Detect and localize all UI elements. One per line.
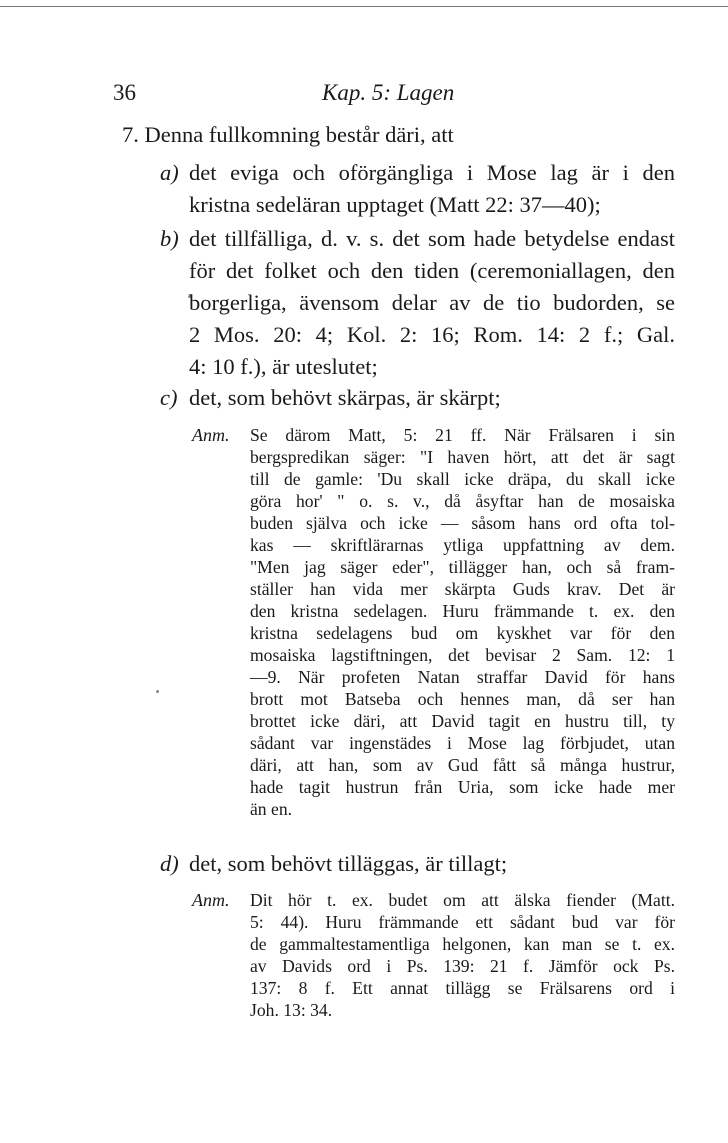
item-c-text: det, som behövt skärpas, är skärpt; <box>189 385 501 410</box>
note-c-line: göra hor' " o. s. v., då åsyftar han de mosaiska <box>250 491 675 511</box>
item-b-label: b) <box>160 226 179 251</box>
running-title: Kap. 5: Lagen <box>322 80 455 105</box>
item-d-label: d) <box>160 851 179 876</box>
section-intro: 7. Denna fullkomning består däri, att <box>122 122 454 147</box>
note-c-line: däri, att han, som av Gud fått så många hustrur, <box>250 755 675 775</box>
note-d-line: 137: 8 f. Ett annat tillägg se Frälsarens ord i <box>250 978 675 998</box>
item-b-line: för det folket och den tiden (ceremoniallagen, den <box>189 258 675 283</box>
note-c-line: mosaiska lagstiftningen, det bevisar 2 Sam. 12: 1 <box>250 645 675 665</box>
item-a-line: kristna sedeläran upptaget (Matt 22: 37—40); <box>189 192 601 217</box>
item-c-label: c) <box>160 385 178 410</box>
item-a-line: det eviga och oförgängliga i Mose lag är i den <box>189 160 675 185</box>
scan-speck <box>156 690 159 693</box>
note-c-line: till de gamle: 'Du skall icke dräpa, du skall icke <box>250 469 675 489</box>
note-c-line: kas — skriftlärarnas ytliga uppfattning av dem. <box>250 535 675 555</box>
note-d-label: Anm. <box>192 890 230 910</box>
note-d-line: Joh. 13: 34. <box>250 1000 333 1020</box>
note-c-line: sådant var ingenstädes i Mose lag förbjudet, utan <box>250 733 675 753</box>
note-c-line: "Men jag säger eder", tillägger han, och så fram- <box>250 557 675 577</box>
note-d-line: av Davids ord i Ps. 139: 21 f. Jämför ock Ps. <box>250 956 675 976</box>
item-b-line: borgerliga, ävensom delar av de tio budorden, se <box>189 290 675 315</box>
note-c-line: än en. <box>250 799 293 819</box>
note-c-line: kristna sedelagens bud om kyskhet var för den <box>250 623 675 643</box>
note-d-line: de gammaltestamentliga helgonen, kan man se t. ex. <box>250 934 675 954</box>
item-b-line: 2 Mos. 20: 4; Kol. 2: 16; Rom. 14: 2 f.; Gal. <box>189 322 675 347</box>
item-d-text: det, som behövt tilläggas, är tillagt; <box>189 851 508 876</box>
item-a-label: a) <box>160 160 179 185</box>
top-rule <box>0 6 728 7</box>
note-d-line: 5: 44). Huru främmande ett sådant bud var för <box>250 912 675 932</box>
note-c-line: buden själva och icke — såsom hans ord ofta tol- <box>250 513 675 533</box>
note-c-label: Anm. <box>192 425 230 445</box>
note-c-line: ställer han vida mer skärpta Guds krav. Det är <box>250 579 675 599</box>
note-c-line: bergspredikan säger: "I haven hört, att det är sagt <box>250 447 675 467</box>
page-number: 36 <box>113 80 136 105</box>
note-c-line: —9. När profeten Natan straffar David för hans <box>250 667 675 687</box>
note-c-line: hade tagit hustrun från Uria, som icke hade mer <box>250 777 675 797</box>
note-c-line: brott mot Batseba och hennes man, då ser han <box>250 689 675 709</box>
item-b-line: 4: 10 f.), är uteslutet; <box>189 354 378 379</box>
note-d-line: Dit hör t. ex. budet om att älska fiender (Matt. <box>250 890 675 910</box>
note-c-line: brottet icke däri, att David tagit en hustru till, ty <box>250 711 675 731</box>
note-c-line: Se därom Matt, 5: 21 ff. När Frälsaren i sin <box>250 425 675 445</box>
note-c-line: den kristna sedelagen. Huru främmande t. ex. den <box>250 601 675 621</box>
item-b-line: det tillfälliga, d. v. s. det som hade betydelse endast <box>189 226 675 251</box>
